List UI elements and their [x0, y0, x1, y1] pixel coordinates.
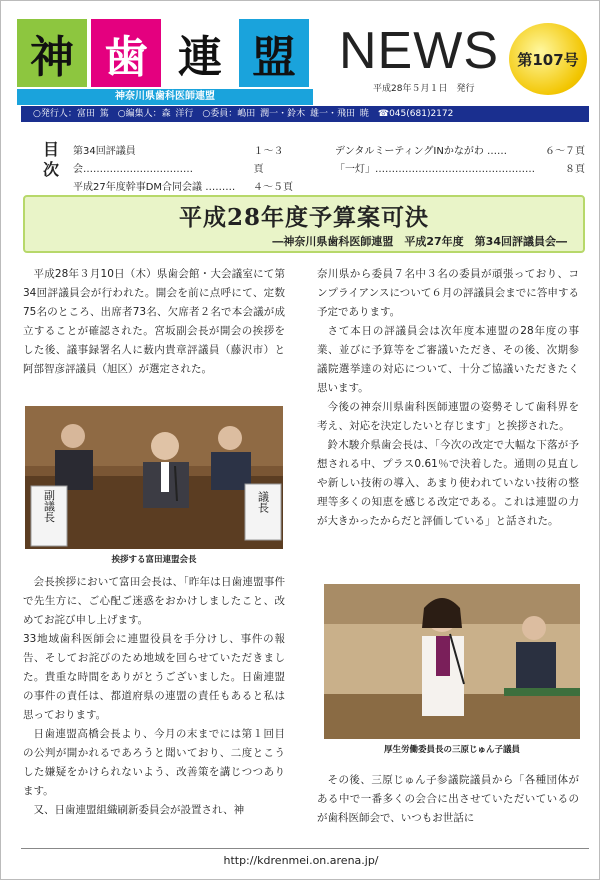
toc-item[interactable]	[335, 143, 585, 161]
toc-item-pages: ４～５頁	[253, 182, 293, 193]
staff-bar: ○発行人：富田 篤 ○編集人：森 洋行 ○委員：嶋田 潤一・鈴木 雄一・飛田 暁 ☎045(681)2172	[21, 106, 589, 122]
toc-item-title: 「一灯」…………………………………………	[335, 164, 535, 175]
article-column-2-bottom	[317, 771, 579, 828]
title-char-3: 連	[165, 19, 235, 87]
toc-column-left	[73, 143, 293, 197]
toc-item-title: 第34回評議員会……………………………	[73, 146, 193, 175]
article-paragraph: 平成28年３月10日（木）県歯会館・大会議室にて第34回評議員会が行われた。開会を前に点呼にて、定数75名のところ、出席者73名、欠席者２名で本会議が成立することが確認された。宮坂副会長が開会の挨拶をした後、議事録署名人に薮内貴章評議員（藤沢市）と阿部智彦評議員（旭区）が選定された。	[23, 268, 285, 375]
toc-item[interactable]	[73, 143, 293, 179]
toc-column-right	[335, 143, 585, 179]
toc-item-title: 平成27年度幹事DM合同会議 ………	[73, 182, 236, 193]
article-paragraph: 日歯連盟高橋会長より、今月の末までには第１回目の公判が開かれるであろうと聞いており、二度とこうした嫌疑をかけられないよう、改善策を講じつつあります。	[23, 728, 285, 797]
subheadline: ―神奈川県歯科医師連盟 平成27年度 第34回評議員会―	[272, 235, 567, 248]
article-paragraph: 33地域歯科医師会に連盟役員を手分けし、事件の報告、そしてお詫びのため地域を回らせていただきました。貴重な時間をありがとうございました。日歯連盟の事件の責任は、都道府県の連盟の責任もあると私は思っております。	[23, 633, 285, 721]
sign-chair: 議長	[256, 491, 270, 513]
footer-url-link[interactable]: http://kdrenmei.on.arena.jp/	[223, 854, 379, 867]
toc-item-pages: ６～７頁	[545, 146, 585, 157]
photo-caption: 厚生労働委員長の三原じゅん子議員	[383, 745, 520, 755]
article-paragraph: 奈川県から委員７名中３名の委員が頑張っており、コンプライアンスについて６月の評議員会までに答申する予定であります。	[317, 268, 579, 318]
article-paragraph: その後、三原じゅん子参議院議員から「各種団体がある中で一番多くの会合に出させていただいているのが歯科医師会で、いつもお世話に	[317, 774, 579, 824]
masthead-logo	[17, 19, 313, 105]
headline-band	[23, 195, 585, 253]
article-paragraph: さて本日の評議員会は次年度本連盟の28年度の事業、並びに予算等をご審議いただき、その後、次期参議院選挙達の対応について、十分ご協議いただきたく思います。	[317, 325, 579, 394]
sign-vice-chair: 副議長	[42, 489, 56, 523]
article-paragraph: 鈴木駿介県歯会長は、「今次の改定で大幅な下落が予想される中、プラス0.61％で決着した。通則の見直しや新しい技術の導入、あまり使われていない技術の整理等多くの知恵を感じる改定である。これは連盟の力が大きかったからだと評価している」と話された。	[317, 439, 579, 527]
article-column-1-top	[23, 265, 285, 379]
toc-item[interactable]	[335, 161, 585, 179]
title-char-2: 歯	[91, 19, 161, 87]
article-paragraph: 今後の神奈川県歯科医師連盟の姿勢そして歯科界を考え、対応を決定したいと存じます」と挨拶された。	[317, 401, 579, 432]
photo-caption: 挨拶する富田連盟会長	[111, 555, 197, 565]
toc-item-title: デンタルミーティングINかながわ ……	[335, 146, 508, 157]
article-column-1-bottom	[23, 573, 285, 820]
table-of-contents	[21, 140, 589, 193]
masthead-subtitle: 神奈川県歯科医師連盟	[17, 89, 313, 105]
headline: 平成28年度予算案可決	[178, 204, 429, 231]
issue-badge: 第107号	[509, 23, 587, 95]
article-column-2-top	[317, 265, 579, 531]
publication-date: 平成28年５月１日 発行	[373, 84, 475, 94]
toc-label: 目次	[43, 140, 60, 179]
toc-item-pages: ８頁	[565, 164, 585, 175]
photo-mihara-speech-image	[324, 584, 580, 739]
footer-divider	[21, 848, 589, 849]
title-char-1: 神	[17, 19, 87, 87]
toc-item-pages: １～３頁	[253, 146, 284, 175]
photo-chairman-speech-image	[25, 406, 283, 549]
article-paragraph: 会長挨拶において富田会長は、「昨年は日歯連盟事件で先生方に、ご心配ご迷惑をおかけしましたこと、改めてお詫び申し上げます。	[23, 576, 285, 626]
news-wordmark: NEWS	[339, 22, 499, 80]
photo-mihara-speech	[324, 584, 580, 739]
title-char-4: 盟	[239, 19, 309, 87]
photo-chairman-speech	[25, 406, 283, 549]
article-paragraph: 又、日歯連盟組織刷新委員会が設置され、神	[33, 804, 245, 816]
